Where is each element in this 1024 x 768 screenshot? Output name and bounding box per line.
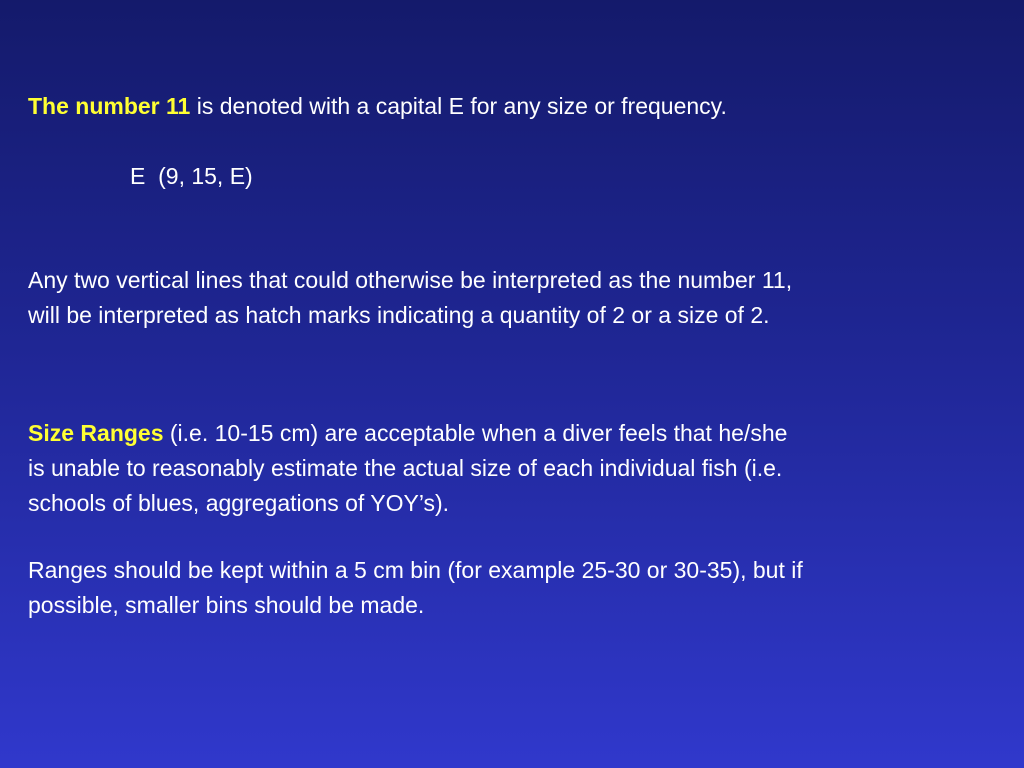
bin-size-line-2: possible, smaller bins should be made. (28, 592, 425, 618)
size-ranges-heading: Size Ranges (28, 420, 164, 446)
size-ranges-line-2: is unable to reasonably estimate the actual size of each individual fish (i.e. (28, 455, 783, 481)
example-notation: E (9, 15, E) (130, 163, 253, 189)
bin-size-paragraph (28, 553, 998, 623)
vertical-lines-line-2: will be interpreted as hatch marks indicating a quantity of 2 or a size of 2. (28, 302, 770, 328)
size-ranges-paragraph (28, 416, 998, 521)
vertical-lines-paragraph (28, 263, 998, 333)
bin-size-line-1: Ranges should be kept within a 5 cm bin (for example 25-30 or 30-35), but if (28, 557, 803, 583)
size-ranges-line-3: schools of blues, aggregations of YOY’s). (28, 490, 450, 516)
number-11-text: is denoted with a capital E for any size or frequency. (190, 93, 727, 119)
number-11-paragraph (28, 89, 998, 124)
size-ranges-line-1: (i.e. 10-15 cm) are acceptable when a diver feels that he/she (163, 420, 788, 446)
vertical-lines-line-1: Any two vertical lines that could otherwise be interpreted as the number 11, (28, 267, 793, 293)
number-11-heading: The number 11 (28, 93, 191, 119)
